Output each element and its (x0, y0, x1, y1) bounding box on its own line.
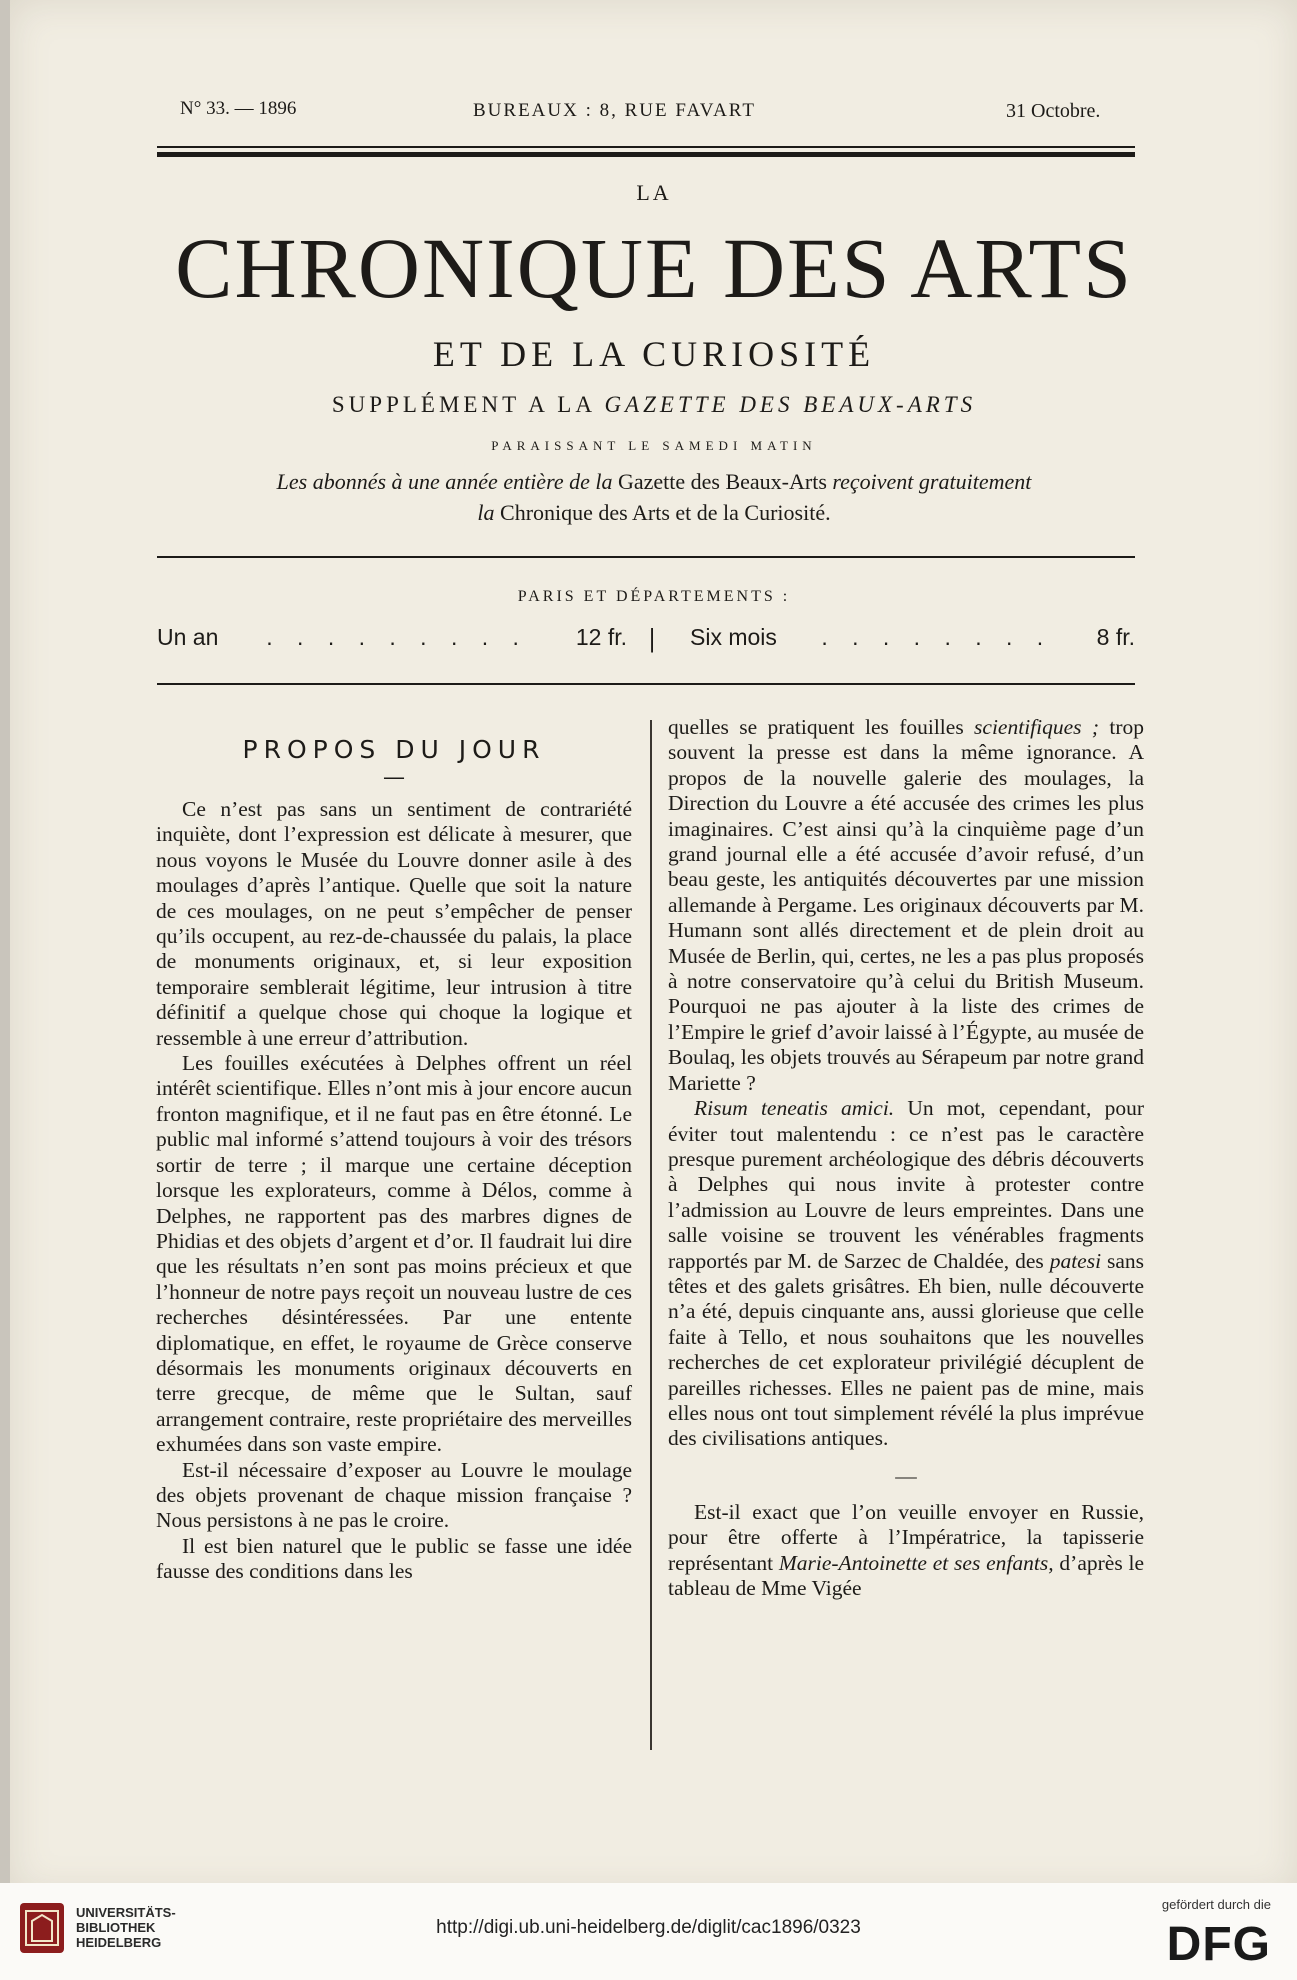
subscriber-note-line1 (10, 469, 1297, 495)
masthead-title: CHRONIQUE DES ARTS (175, 220, 1133, 316)
viewer-footer (0, 1883, 1297, 1980)
masthead-la: LA (636, 180, 672, 205)
subscription-rule (157, 683, 1135, 685)
section-dash: — (895, 1463, 917, 1488)
supplement-line (10, 392, 1297, 418)
price-six-months (690, 624, 1135, 651)
article-column-left (156, 797, 632, 1585)
price-six-amount: 8 fr. (1096, 624, 1135, 650)
article-title: PROPOS DU JOUR (242, 735, 546, 764)
text-run-italic: scientifiques ; (974, 715, 1100, 739)
price-one-year (157, 624, 627, 651)
text-run-italic: patesi (1049, 1248, 1102, 1273)
uni-line: HEIDELBERG (76, 1935, 162, 1950)
supplement-prefix: SUPPLÉMENT A LA (331, 392, 605, 417)
text-run: d’après le tableau de Mme Vigée (668, 1550, 1144, 1600)
article-title-dash: — (383, 765, 405, 790)
text-run: Est-il exact que l’on veuille envoyer en Russie, pour être offerte à l’Impératrice, la tapisserie représentant (668, 1499, 1144, 1575)
article-paragraph: Il est bien naturel que le public se fasse une idée fausse des conditions dans les (156, 1533, 632, 1584)
subscriber-note-line2 (10, 500, 1297, 526)
article-paragraph: Les fouilles exécutées à Delphes offrent un réel intérêt scientifique. Elles n’ont mis à jour encore aucun fronton magnifique, et il ne faut pas en être étonné. Le public mal informé s’attend toujours à voir des trésors sortir de terre ; il marque une certaine déception lorsque les explorateurs, comme à Délos, comme à Delphes, ne rapportent pas des marbres dignes de Phidias et des objets d’argent et d’or. Il faudrait lui dire que les résultats n’en sont pas moins précieux et que l’honneur de notre pays reçoit un nouveau lustre de ces recherches désintéressées. Par une entente diplomatique, en effet, le royaume de Grèce conserve désormais les monuments originaux découverts en terre grecque, de même que le Sultan, sauf arrangement contraire, reste propriétaire des merveilles exhumées dans son vaste empire. (156, 1051, 632, 1457)
issue-date: 31 Octobre. (1006, 100, 1101, 122)
column-divider (650, 720, 652, 1750)
text-run-italic: Risum teneatis amici. (694, 1096, 895, 1121)
leader-dots: . . . . . . . . . (266, 624, 528, 650)
note-italic-a: Les abonnés à une année entière de la (276, 469, 613, 494)
note-italic-d: la (477, 500, 495, 525)
article-column-right (668, 715, 1144, 1601)
header-rule-top (157, 146, 1135, 148)
permalink-url[interactable]: http://digi.ub.uni-heidelberg.de/diglit/cac1896/0323 (436, 1917, 861, 1938)
price-six-label: Six mois (690, 624, 777, 650)
funding-note: gefördert durch die (1161, 1897, 1271, 1912)
uni-line: BIBLIOTHEK (76, 1920, 156, 1935)
masthead-subtitle: ET DE LA CURIOSITÉ (432, 334, 876, 374)
article-paragraph: Ce n’est pas sans un sentiment de contrariété inquiète, dont l’expression est délicate à mesurer, que nous voyons le Musée du Louvre donner asile à des moulages d’après l’antique. Quelle que soit la nature de ces moulages, on ne peut s’empêcher de penser qu’ils occupent, au rez-de-chaussée du palais, la place de monuments originaux, et, si leur exposition temporaire semblerait légitime, leur intrusion à titre définitif a quelque chose qui choque la logique et ressemble à une erreur d’attribution. (156, 797, 632, 1050)
note-chronique: Chronique des Arts et de la Curiosité. (494, 500, 831, 525)
supplement-gazette-title: GAZETTE DES BEAUX-ARTS (604, 392, 977, 417)
publication-schedule: PARAISSANT LE SAMEDI MATIN (491, 438, 817, 453)
scanned-page (10, 0, 1297, 1895)
dfg-logo: DFG (1166, 1918, 1271, 1971)
issue-number: N° 33. — 1896 (180, 98, 297, 119)
text-run: sans têtes et des galets grisâtres. Eh bien, nulle découverte n’a été, depuis cinquante ans, aussi glorieuse que celle faite à Tello, et nous souhaitons que les nouvelles recherches de cet explorateur privilégié décuplent de pareilles richesses. Elles ne paient pas de mine, mais elles nous ont tout simplement révélé la plus imprévue des civilisations antiques. (668, 1248, 1144, 1451)
article-paragraph: Est-il nécessaire d’exposer au Louvre le moulage des objets provenant de chaque mission française ? Nous persistons à ne pas le croire. (156, 1457, 632, 1533)
article-paragraph (668, 715, 1144, 1096)
price-year-amount: 12 fr. (575, 624, 627, 650)
text-run: quelles se pratiquent les fouilles (668, 715, 975, 739)
text-run: trop souvent la presse est dans la même ignorance. A propos de la nouvelle galerie des moulages, la Direction du Louvre a été accusée des crimes les plus imaginaires. C’est ainsi qu’à la cinquième page d’un grand journal elle a été accusée d’avoir refusé, d’un beau geste, les antiquités découvertes par une mission allemande à Pergame. Les originaux découverts par M. Humann sont allés directement et de plein droit au Musée de Berlin, qui, certes, ne les a pas plus proposés à notre conservatoire qu’à celui du British Museum. Pourquoi ne pas ajouter à la liste des crimes de l’Empire le grief d’avoir laissé à l’Égypte, au musée de Boulaq, les objets trouvés au Sérapeum par notre grand Mariette ? (668, 715, 1145, 1095)
price-year-label: Un an (157, 624, 219, 650)
bureaux-address: BUREAUX : 8, RUE FAVART (473, 100, 756, 121)
masthead-rule (157, 556, 1135, 558)
article-paragraph (668, 1500, 1144, 1602)
subscription-heading: PARIS ET DÉPARTEMENTS : (517, 588, 791, 605)
header-rule-bottom (157, 152, 1135, 157)
note-italic-c: reçoivent gratuitement (832, 469, 1032, 494)
price-separator: | (648, 625, 657, 653)
text-run: Un mot, cependant, pour éviter tout malentendu : ce n’est pas le caractère presque purement archéologique des débris découverts à Delphes qui nous invite à protester contre l’admission au Louvre de leurs empreintes. Dans une salle voisine se trouvent les vénérables fragments rapportés par M. de Sarzec de Chaldée, des (668, 1096, 1145, 1273)
note-gazette: Gazette des Beaux-Arts (612, 469, 833, 494)
leader-dots: . . . . . . . . (821, 624, 1053, 650)
text-run-italic: Marie-Antoinette et ses enfants, (778, 1550, 1054, 1575)
uni-line: UNIVERSITÄTS- (76, 1905, 176, 1920)
article-paragraph (668, 1096, 1144, 1452)
